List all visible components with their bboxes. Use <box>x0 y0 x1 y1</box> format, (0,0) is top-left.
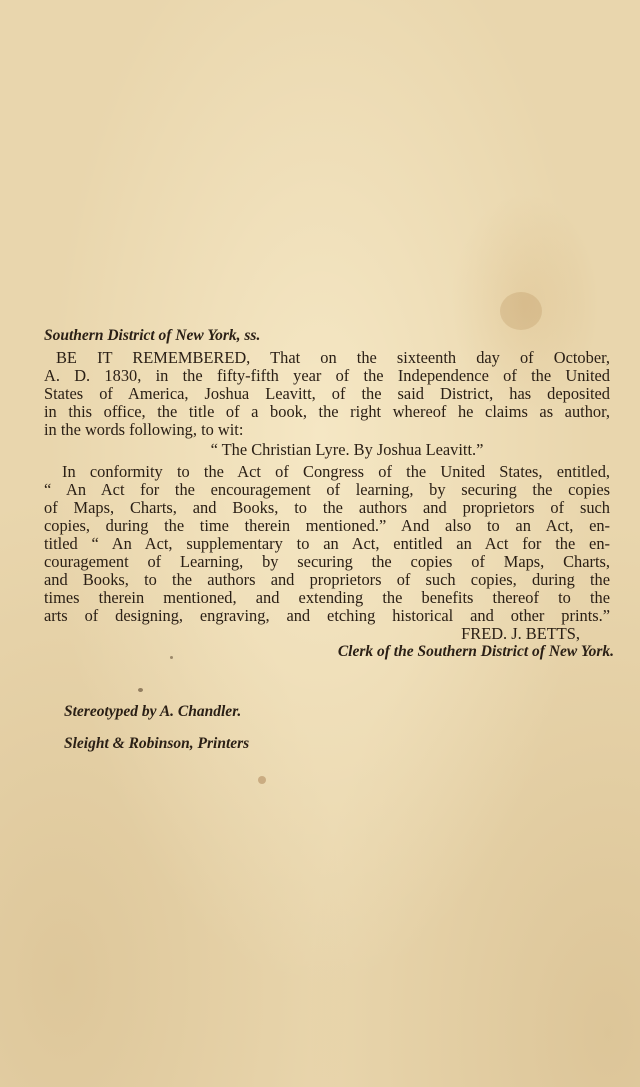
copyright-notice <box>44 327 614 661</box>
paragraph-conformity <box>44 463 610 625</box>
text-line: titled “ An Act, supplementary to an Act, entitled an Act for the en- <box>44 534 610 553</box>
text-line: “ An Act for the encouragement of learning, by securing the copies <box>44 480 610 499</box>
text-line: copies, during the time therein mentioned.” And also to an Act, en- <box>44 516 610 535</box>
text-line: In conformity to the Act of Congress of the United States, entitled, <box>62 462 610 481</box>
text-line: A. D. 1830, in the fifty-fifth year of the Independence of the United <box>44 366 610 385</box>
district-heading: Southern District of New York, ss. <box>44 327 261 344</box>
text-line: couragement of Learning, by securing the copies of Maps, Charts, <box>44 552 610 571</box>
paper-stain <box>138 688 143 692</box>
paragraph-be-it-remembered <box>44 349 610 439</box>
text-line: in the words following, to wit: <box>44 420 244 439</box>
paper-stain <box>500 292 542 330</box>
text-line: arts of designing, engraving, and etching historical and other prints.” <box>44 606 610 625</box>
book-title-quote: “ The Christian Lyre. By Joshua Leavitt.” <box>210 440 484 459</box>
text-line: of Maps, Charts, and Books, to the authors and proprietors of such <box>44 498 610 517</box>
text-line: in this office, the title of a book, the right whereof he claims as author, <box>44 402 610 421</box>
printer-credits <box>64 703 249 753</box>
text-line: and Books, to the authors and proprietors of such copies, during the <box>44 570 610 589</box>
text-line: States of America, Joshua Leavitt, of the said District, has deposited <box>44 384 610 403</box>
printers-credit: Sleight & Robinson, Printers <box>64 735 250 752</box>
paper-stain <box>258 776 266 784</box>
text-line: BE IT REMEMBERED, That on the sixteenth day of October, <box>56 348 610 367</box>
stereotyper-credit: Stereotyped by A. Chandler. <box>64 703 242 720</box>
text-line: times therein mentioned, and extending the benefits thereof to the <box>44 588 610 607</box>
signature-name: FRED. J. BETTS, <box>461 624 580 643</box>
signature-title: Clerk of the Southern District of New York. <box>337 643 614 660</box>
